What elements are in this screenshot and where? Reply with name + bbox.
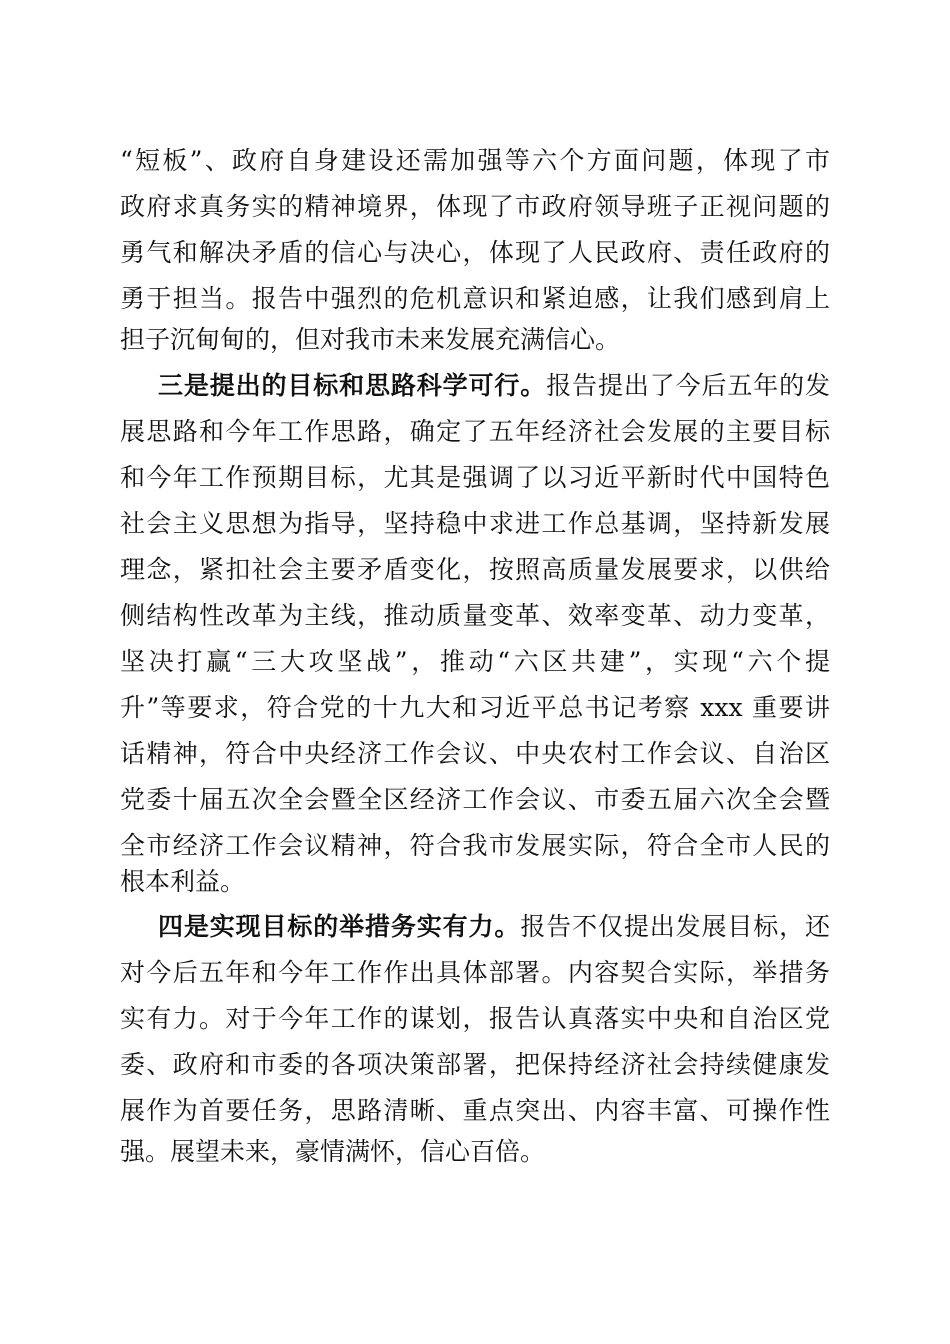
paragraph-3-line-2: 对今后五年和今年工作作出具体部署。内容契合实际，举措务: [120, 958, 830, 987]
paragraph-2-line-2: 展思路和今年工作思路，确定了五年经济社会发展的主要目标: [120, 417, 830, 446]
paragraph-2-line-6: 侧结构性改革为主线，推动质量变革、效率变革、动力变革，: [120, 601, 830, 630]
paragraph-3-line-5: 展作为首要任务，思路清晰、重点突出、内容丰富、可操作性: [120, 1096, 830, 1125]
paragraph-2-line-3: 和今年工作预期目标，尤其是强调了以习近平新时代中国特色: [120, 463, 830, 492]
paragraph-2-first-line-rest: 报告提出了今后五年的发: [546, 371, 830, 400]
paragraph-2-line-5: 理念，紧扣社会主要矛盾变化，按照高质量发展要求，以供给: [120, 555, 830, 584]
paragraph-2-line-11: 全市经济工作会议精神，符合我市发展实际，符合全市人民的: [120, 831, 830, 860]
paragraph-2-lead: 三是提出的目标和思路科学可行。: [158, 371, 547, 400]
paragraph-3-line-1: [158, 907, 830, 947]
paragraph-2-line-7: 坚决打赢“三大攻坚战”，推动“六区共建”，实现“六个提: [120, 647, 830, 676]
paragraph-2-line-10: 党委十届五次全会暨全区经济工作会议、市委五届六次全会暨: [120, 785, 830, 814]
paragraph-1-line-5: 担子沉甸甸的，但对我市未来发展充满信心。: [120, 325, 621, 354]
paragraph-2-line-12: 根本利益。: [120, 867, 246, 896]
paragraph-3-line-6: 强。展望未来，豪情满怀，信心百倍。: [120, 1137, 546, 1166]
paragraph-2-line-9: 话精神，符合中央经济工作会议、中央农村工作会议、自治区: [120, 739, 830, 768]
paragraph-2-line-1: [158, 366, 830, 406]
paragraph-1-line-2: 政府求真务实的精神境界，体现了市政府领导班子正视问题的: [120, 192, 830, 221]
paragraph-3-line-3: 实有力。对于今年工作的谋划，报告认真落实中央和自治区党: [120, 1004, 830, 1033]
paragraph-1-line-1: “短板”、政府自身建设还需加强等六个方面问题，体现了市: [120, 146, 830, 175]
paragraph-3-line-4: 委、政府和市委的各项决策部署，把保持经济社会持续健康发: [120, 1050, 830, 1079]
paragraph-2-line-8: 升”等要求，符合党的十九大和习近平总书记考察 xxx 重要讲: [120, 693, 830, 722]
paragraph-1-line-4: 勇于担当。报告中强烈的危机意识和紧迫感，让我们感到肩上: [120, 284, 830, 313]
paragraph-1-line-3: 勇气和解决矛盾的信心与决心，体现了人民政府、责任政府的: [120, 238, 830, 267]
paragraph-3-first-line-rest: 报告不仅提出发展目标，还: [520, 912, 830, 941]
paragraph-3-lead: 四是实现目标的举措务实有力。: [158, 912, 521, 941]
paragraph-2-line-4: 社会主义思想为指导，坚持稳中求进工作总基调，坚持新发展: [120, 509, 830, 538]
